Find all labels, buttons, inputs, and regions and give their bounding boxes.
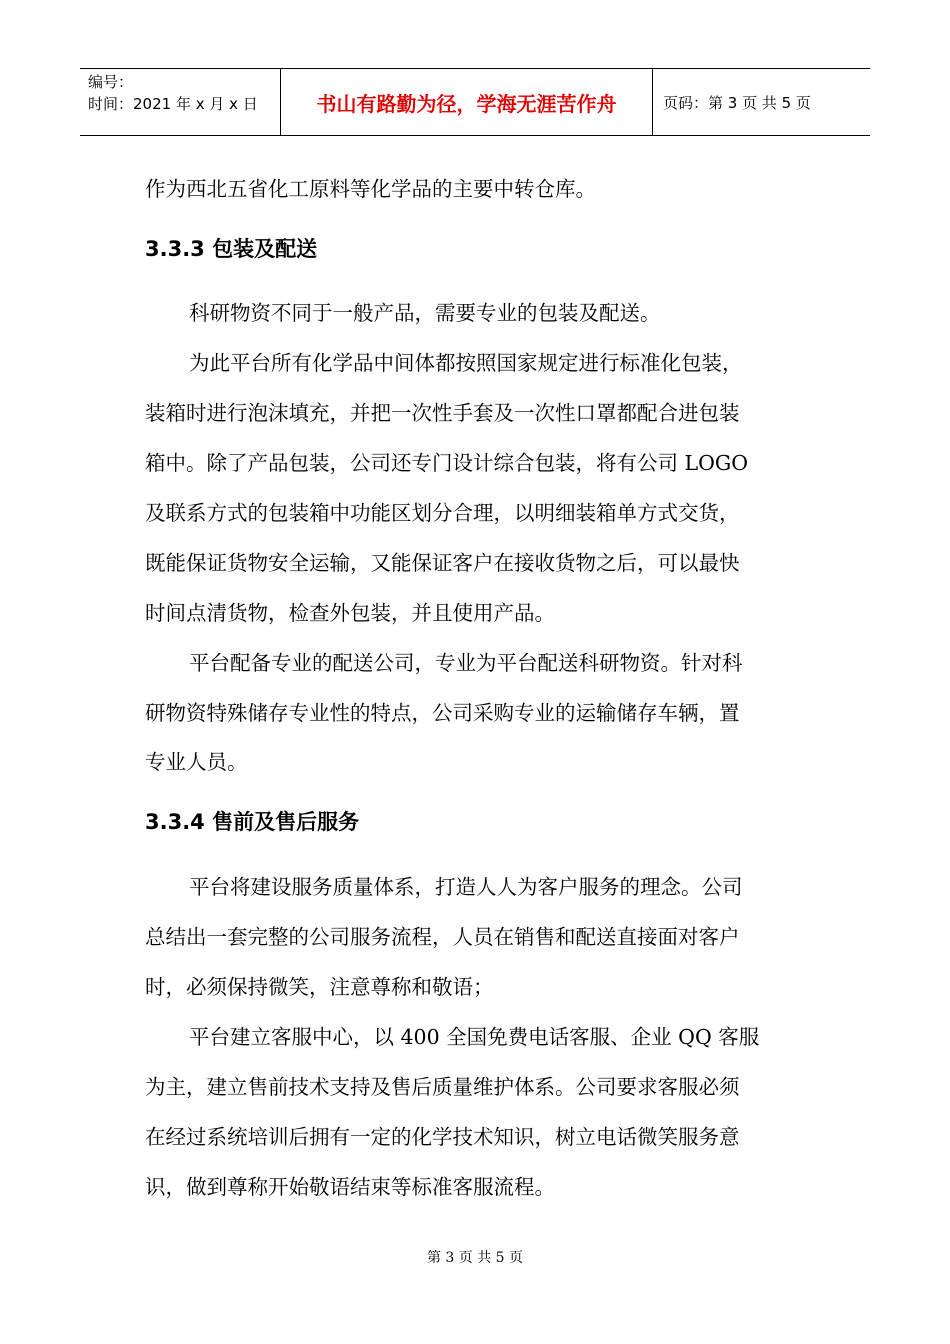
paragraph-line: 为主，建立售前技术支持及售后质量维护体系。公司要求客服必须 <box>145 1075 740 1099</box>
paragraph-line: 科研物资不同于一般产品，需要专业的包装及配送。 <box>189 301 661 325</box>
header-meta-cell <box>80 69 280 135</box>
document-header <box>80 68 870 136</box>
paragraph-line: 作为西北五省化工原料等化学品的主要中转仓库。 <box>145 177 596 201</box>
document-date: 时间：2021 年 x 月 x 日 <box>88 95 258 113</box>
paragraph-line: 及联系方式的包装箱中功能区划分合理，以明细装箱单方式交货， <box>145 501 740 525</box>
paragraph-line: 平台配备专业的配送公司，专业为平台配送科研物资。针对科 <box>189 651 743 675</box>
document-number-label: 编号： <box>88 73 134 91</box>
section-heading-packaging: 3.3.3 包装及配送 <box>145 237 318 261</box>
paragraph-line: 时，必须保持微笑，注意尊称和敬语； <box>145 975 494 999</box>
paragraph-line: 在经过系统培训后拥有一定的化学技术知识，树立电话微笑服务意 <box>145 1125 740 1149</box>
section-heading-service: 3.3.4 售前及售后服务 <box>145 810 360 834</box>
paragraph-line: 平台将建设服务质量体系，打造人人为客户服务的理念。公司 <box>189 875 743 899</box>
paragraph-line: 平台建立客服中心，以 400 全国免费电话客服、企业 QQ 客服 <box>189 1025 760 1049</box>
paragraph-line: 总结出一套完整的公司服务流程，人员在销售和配送直接面对客户 <box>145 925 740 949</box>
paragraph-line: 箱中。除了产品包装，公司还专门设计综合包装，将有公司 LOGO <box>145 451 749 475</box>
paragraph-line: 专业人员。 <box>145 750 248 774</box>
paragraph-line: 既能保证货物安全运输，又能保证客户在接收货物之后，可以最快 <box>145 551 740 575</box>
paragraph-line: 识，做到尊称开始敬语结束等标准客服流程。 <box>145 1175 555 1199</box>
paragraph-line: 研物资特殊储存专业性的特点，公司采购专业的运输储存车辆，置 <box>145 701 740 725</box>
header-motto: 书山有路勤为径，学海无涯苦作舟 <box>280 69 653 135</box>
page-footer: 第 3 页 共 5 页 <box>426 1250 524 1266</box>
paragraph-line: 时间点清货物，检查外包装，并且使用产品。 <box>145 601 555 625</box>
header-page-info: 页码：第 3 页 共 5 页 <box>663 93 811 112</box>
paragraph-line: 装箱时进行泡沫填充，并把一次性手套及一次性口罩都配合进包装 <box>145 401 740 425</box>
paragraph-line: 为此平台所有化学品中间体都按照国家规定进行标准化包装， <box>189 351 743 375</box>
